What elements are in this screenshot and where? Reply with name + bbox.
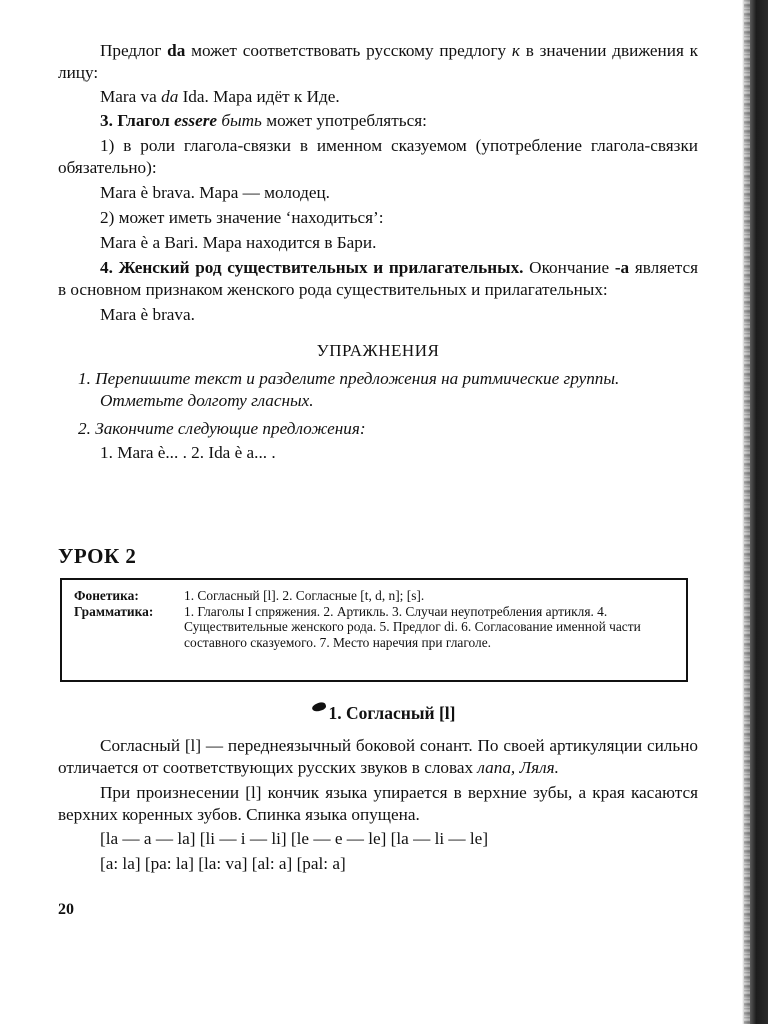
term-byt: быть bbox=[221, 111, 262, 130]
grammar-row bbox=[74, 604, 676, 651]
example-4: Mara è brava. bbox=[100, 305, 195, 324]
paragraph-essere bbox=[58, 110, 698, 132]
heading-run: 4. Женский род существительных и прилагательных. bbox=[100, 258, 524, 277]
text-run: является в основном признаком женского рода существительных и прилагательных: bbox=[58, 258, 699, 299]
example-words: лапа, Ляля. bbox=[477, 758, 559, 777]
text-run: Окончание bbox=[523, 258, 615, 277]
exercises-title: УПРАЖНЕНИЯ bbox=[316, 341, 440, 360]
term-da: da bbox=[167, 41, 186, 60]
text-run: в значении движения к лицу: bbox=[58, 41, 698, 82]
example-2: Mara è brava. Мара — молодец. bbox=[100, 183, 330, 202]
paragraph-da-preposition bbox=[58, 40, 698, 84]
text-run: Предлог bbox=[100, 41, 168, 60]
drill-line-1: [la — a — la] [li — i — li] [le — e — le] [la — li — le] bbox=[100, 829, 489, 848]
phonetics-text: 1. Согласный [l]. 2. Согласные [t, d, n]; [s]. bbox=[184, 588, 425, 603]
section-heading-text: 1. Согласный [l] bbox=[328, 703, 456, 723]
text-run: Ida. Мара идёт к Иде. bbox=[178, 87, 340, 106]
text-run: Согласный [l] — переднеязычный боковой сонант. По своей артикуляции сильно отличается от соответствующих русских звуков в словах bbox=[58, 736, 698, 777]
exercise-2: 2. Закончите следующие предложения: bbox=[78, 419, 366, 438]
paragraph-feminine-gender bbox=[58, 257, 698, 301]
text-run: может употребляться: bbox=[261, 111, 427, 130]
grammar-text: 1. Глаголы I спряжения. 2. Артикль. 3. Случаи неупотребления артикля. 4. Существительные женского рода. 5. Предлог di. 6. Согласование именной части составного сказуемого. 7. Место наречия при глаголе. bbox=[184, 603, 641, 650]
phonetics-row bbox=[74, 588, 676, 604]
exercise-2-answer: 1. Mara è... . 2. Ida è a... . bbox=[100, 443, 276, 462]
page-body-bottom bbox=[58, 735, 698, 875]
page-body-top bbox=[58, 40, 698, 464]
paragraph-consonant-l bbox=[58, 735, 698, 779]
ear-icon bbox=[312, 701, 328, 713]
section-heading-consonant-l bbox=[0, 703, 768, 724]
heading-run: 3. Глагол bbox=[100, 111, 175, 130]
term-ending-a: -a bbox=[614, 258, 630, 277]
grammar-label: Грамматика: bbox=[74, 603, 154, 619]
text-run: Mara va bbox=[100, 87, 162, 106]
lesson-summary-box bbox=[60, 578, 688, 682]
term-essere: essere bbox=[174, 111, 218, 130]
exercise-1: 1. Перепишите текст и разделите предложения на ритмические группы. Отметьте долготу гласных. bbox=[78, 369, 620, 410]
paragraph-copula: 1) в роли глагола-связки в именном сказуемом (употребление глагола-связки обязательно): bbox=[58, 136, 698, 177]
term-k: к bbox=[511, 41, 520, 60]
scanned-page-edge bbox=[742, 0, 768, 1024]
paragraph-articulation: При произнесении [l] кончик языка упирается в верхние зубы, а края касаются верхних коренных зубов. Спинка языка опущена. bbox=[58, 783, 698, 824]
page-number: 20 bbox=[58, 901, 74, 918]
text-run: может соответствовать русскому предлогу bbox=[185, 41, 512, 60]
phonetics-label: Фонетика: bbox=[74, 588, 139, 603]
example-1 bbox=[58, 86, 698, 108]
lesson-title: УРОК 2 bbox=[58, 544, 137, 568]
example-3: Mara è a Bari. Мара находится в Бари. bbox=[100, 233, 377, 252]
term-da-italic: da bbox=[161, 87, 179, 106]
paragraph-location: 2) может иметь значение ‘находиться’: bbox=[100, 208, 384, 227]
drill-line-2: [a: la] [pa: la] [la: va] [al: a] [pal: a] bbox=[100, 854, 346, 873]
